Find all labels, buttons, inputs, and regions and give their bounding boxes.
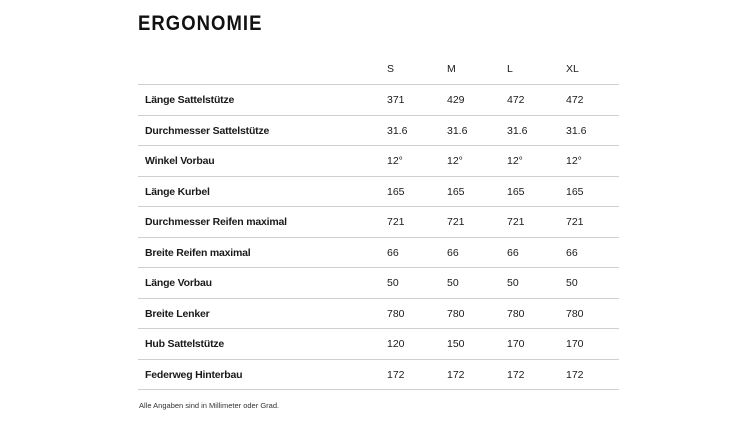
table-cell: 472 — [566, 94, 584, 106]
table-cell: 780 — [566, 307, 584, 320]
table-cell: 50 — [507, 277, 519, 289]
ergonomics-table — [138, 54, 619, 390]
table-cell: 170 — [566, 338, 584, 350]
table-cell: 165 — [447, 185, 465, 198]
table-cell: 12° — [387, 155, 403, 167]
table-cell: 120 — [387, 338, 405, 350]
table-row — [138, 268, 619, 299]
row-label: Breite Lenker — [145, 307, 210, 320]
table-header-row — [138, 54, 619, 85]
table-cell: 165 — [507, 185, 525, 198]
row-label: Durchmesser Sattelstütze — [145, 124, 270, 137]
table-cell: 31.6 — [447, 124, 468, 137]
table-row — [138, 360, 619, 391]
table-row — [138, 177, 619, 208]
table-cell: 66 — [566, 246, 578, 259]
table-cell: 170 — [507, 338, 525, 350]
page-title: ERGONOMIE — [138, 12, 263, 35]
table-cell: 12° — [507, 155, 523, 167]
row-label: Breite Reifen maximal — [145, 246, 251, 259]
table-cell: 172 — [566, 368, 584, 381]
table-cell: 31.6 — [566, 124, 587, 137]
column-header-l: L — [507, 63, 513, 75]
footnote: Alle Angaben sind in Millimeter oder Grad. — [139, 401, 280, 410]
table-cell: 721 — [447, 216, 465, 228]
row-label: Länge Sattelstütze — [145, 94, 235, 106]
table-row — [138, 238, 619, 269]
table-row — [138, 85, 619, 116]
table-cell: 172 — [447, 368, 465, 381]
row-label: Hub Sattelstütze — [145, 338, 225, 350]
row-label: Federweg Hinterbau — [145, 368, 243, 381]
table-cell: 31.6 — [507, 124, 528, 137]
table-row — [138, 329, 619, 360]
table-cell: 721 — [387, 216, 405, 228]
table-cell: 172 — [387, 368, 405, 381]
row-label: Durchmesser Reifen maximal — [145, 216, 287, 228]
table-cell: 371 — [387, 94, 405, 106]
table-cell: 50 — [566, 277, 578, 289]
table-cell: 12° — [566, 155, 582, 167]
table-cell: 780 — [447, 307, 465, 320]
table-cell: 721 — [507, 216, 525, 228]
table-cell: 12° — [447, 155, 463, 167]
column-header-xl: XL — [566, 63, 579, 75]
row-label: Länge Vorbau — [145, 277, 212, 289]
table-cell: 165 — [566, 185, 584, 198]
table-row — [138, 299, 619, 330]
column-header-s: S — [387, 63, 395, 75]
table-cell: 721 — [566, 216, 584, 228]
table-cell: 780 — [387, 307, 405, 320]
table-cell: 780 — [507, 307, 525, 320]
table-row — [138, 207, 619, 238]
table-body — [138, 85, 619, 390]
table-cell: 31.6 — [387, 124, 408, 137]
table-cell: 66 — [507, 246, 519, 259]
table-cell: 429 — [447, 94, 465, 106]
row-label: Länge Kurbel — [145, 185, 210, 198]
table-cell: 150 — [447, 338, 465, 350]
table-cell: 66 — [447, 246, 459, 259]
table-cell: 50 — [387, 277, 399, 289]
table-cell: 165 — [387, 185, 405, 198]
table-cell: 66 — [387, 246, 399, 259]
column-header-m: M — [447, 63, 456, 75]
table-cell: 472 — [507, 94, 525, 106]
table-row — [138, 116, 619, 147]
table-row — [138, 146, 619, 177]
row-label: Winkel Vorbau — [145, 155, 215, 167]
table-cell: 172 — [507, 368, 525, 381]
table-cell: 50 — [447, 277, 459, 289]
